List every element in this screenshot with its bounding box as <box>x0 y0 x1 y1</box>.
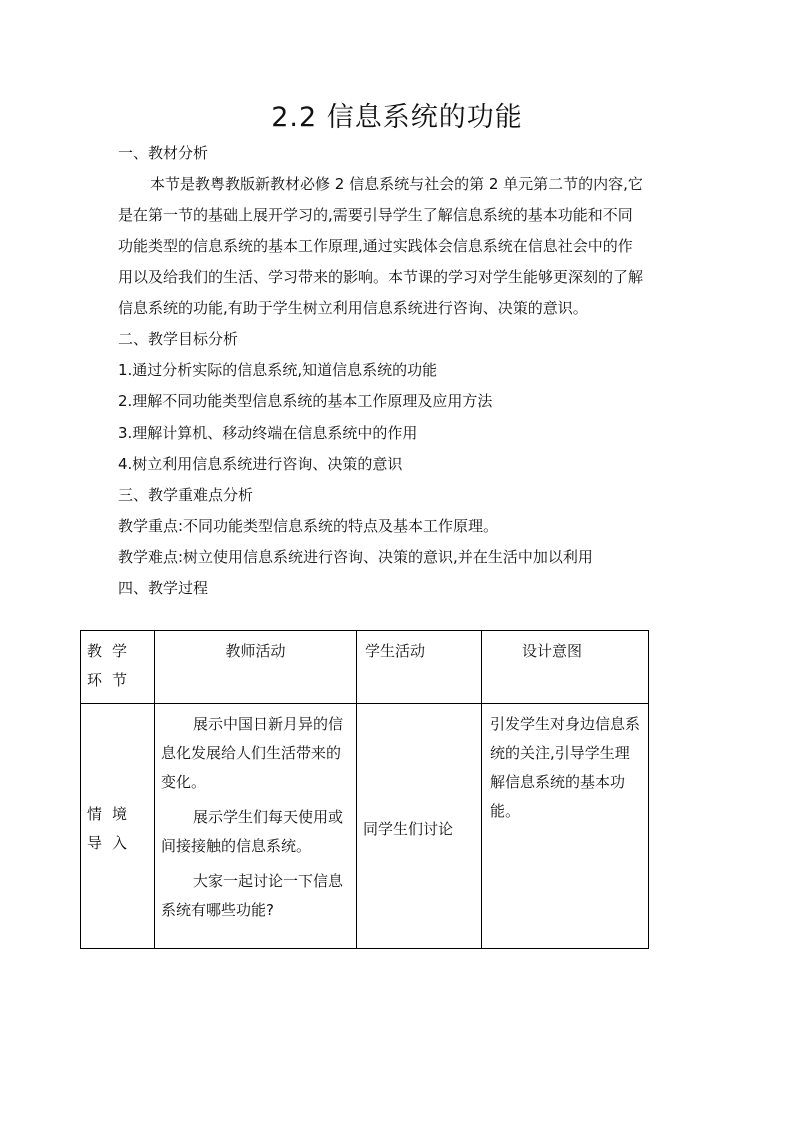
header-cell-teacher: 教师活动 <box>155 631 357 704</box>
student-activity-cell: 同学生们讨论 <box>357 704 482 949</box>
paragraph-line: 是在第一节的基础上展开学习的,需要引导学生了解信息系统的基本功能和不同 <box>118 206 633 224</box>
textbook-analysis-paragraph <box>118 169 678 324</box>
teacher-activity-cell <box>155 704 357 949</box>
table-header-row <box>81 631 649 704</box>
table-row <box>81 704 649 949</box>
objective-item: 2.理解不同功能类型信息系统的基本工作原理及应用方法 <box>118 392 493 410</box>
page-title: 2.2 信息系统的功能 <box>271 102 523 133</box>
teacher-activity-paragraph: 大家一起讨论一下信息系统有哪些功能? <box>161 872 344 919</box>
section-heading-process: 四、教学过程 <box>118 579 209 597</box>
header-cell-student: 学生活动 <box>357 631 482 704</box>
header-cell-design: 设计意图 <box>482 631 649 704</box>
key-point-text: 教学重点:不同功能类型信息系统的特点及基本工作原理。 <box>118 517 499 535</box>
paragraph-line: 功能类型的信息系统的基本工作原理,通过实践体会信息系统在信息社会中的作 <box>118 237 633 255</box>
section-heading-textbook-analysis: 一、教材分析 <box>118 144 209 162</box>
design-intent-cell: 引发学生对身边信息系统的关注,引导学生理解信息系统的基本功能。 <box>482 704 649 949</box>
difficult-point-text: 教学难点:树立使用信息系统进行咨询、决策的意识,并在生活中加以利用 <box>118 548 593 566</box>
objective-item: 1.通过分析实际的信息系统,知道信息系统的功能 <box>118 361 438 379</box>
teacher-activity-paragraph: 展示中国日新月异的信息化发展给人们生活带来的变化。 <box>161 715 344 791</box>
header-cell-stage: 教学环节 <box>81 631 155 704</box>
paragraph-line: 信息系统的功能,有助于学生树立利用信息系统进行咨询、决策的意识。 <box>118 299 588 317</box>
paragraph-line: 用以及给我们的生活、学习带来的影响。本节课的学习对学生能够更深刻的了解 <box>118 268 644 286</box>
section-heading-objectives: 二、教学目标分析 <box>118 330 239 348</box>
paragraph-line: 本节是教粤教版新教材必修 2 信息系统与社会的第 2 单元第二节的内容,它 <box>150 175 643 193</box>
objective-item: 3.理解计算机、移动终端在信息系统中的作用 <box>118 424 418 442</box>
teacher-activity-paragraph: 展示学生们每天使用或间接接触的信息系统。 <box>161 808 344 855</box>
section-heading-key-points: 三、教学重难点分析 <box>118 486 254 504</box>
stage-cell: 情境导入 <box>81 704 155 949</box>
teaching-process-table <box>80 630 649 949</box>
objective-item: 4.树立利用信息系统进行咨询、决策的意识 <box>118 455 403 473</box>
